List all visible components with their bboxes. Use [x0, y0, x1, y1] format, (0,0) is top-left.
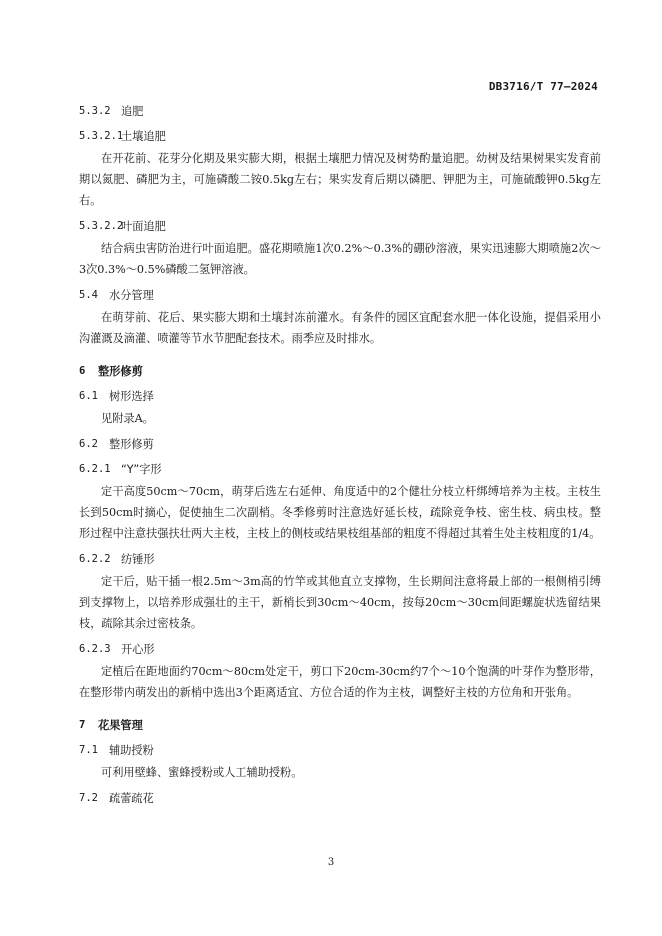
section-heading — [79, 549, 601, 569]
document-code: DB3716/T 77—2024 — [488, 80, 598, 93]
section-title: 水分管理 — [109, 289, 154, 302]
page-body — [79, 101, 601, 808]
chapter-heading — [79, 361, 601, 381]
section-heading — [79, 788, 601, 808]
paragraph: 在开花前、花芽分化期及果实膨大期，根据土壤肥力情况及树势酌量追肥。幼树及结果树果实发育前期以氮肥、磷肥为主，可施磷酸二铵0.5kg左右；果实发育后期以磷肥、钾肥为主，可施硫酸钾0.5kg左右。 — [79, 152, 601, 207]
section-title: 整形修剪 — [98, 365, 143, 378]
section-number: 6.2.3 — [79, 643, 111, 655]
section-number: 7.1 — [79, 744, 98, 756]
section-heading — [79, 639, 601, 659]
page-number: 3 — [327, 857, 335, 868]
section-title: 纺锤形 — [121, 553, 155, 566]
section-number: 6.2 — [79, 438, 98, 450]
paragraph: 定干高度50cm～70cm，萌芽后选左右延伸、角度适中的2个健壮分枝立杆绑缚培养为主枝。主枝生长到50cm时摘心，促使抽生二次副梢。冬季修剪时注意选好延长枝，疏除竞争枝、密生枝、病虫枝。整形过程中注意扶强扶壮两大主枝，主枝上的侧枝或结果枝组基部的粗度不得超过其着生处主枝粗度的1/4。 — [79, 485, 601, 540]
section-number: 6.1 — [79, 390, 98, 402]
section-title: 花果管理 — [98, 719, 143, 732]
section-heading — [79, 126, 601, 146]
section-number: 6.2.1 — [79, 463, 111, 475]
section-heading — [79, 459, 601, 479]
paragraph: 定植后在距地面约70cm～80cm处定干，剪口下20cm-30cm约7个～10个饱满的叶芽作为整形带，在整形带内萌发出的新梢中选出3个距离适宜、方位合适的作为主枝，调整好主枝的方位角和开张角。 — [79, 665, 601, 699]
section-heading — [79, 386, 601, 406]
paragraph: 结合病虫害防治进行叶面追肥。盛花期喷施1次0.2%～0.3%的硼砂溶液，果实迅速膨大期喷施2次～3次0.3%～0.5%磷酸二氢钾溶液。 — [79, 242, 601, 276]
section-heading — [79, 216, 601, 236]
section-number: 6.2.2 — [79, 553, 111, 565]
chapter-heading — [79, 715, 601, 735]
section-number: 7.2 — [79, 792, 98, 804]
section-number: 5.3.2 — [79, 105, 111, 117]
section-heading — [79, 740, 601, 760]
section-number: 6 — [79, 365, 86, 377]
section-title: “Y”字形 — [121, 463, 162, 476]
section-title: 追肥 — [121, 105, 144, 118]
section-number: 7 — [79, 719, 86, 731]
section-title: 辅助授粉 — [109, 744, 154, 757]
section-number: 5.3.2.2 — [79, 220, 124, 232]
section-title: 整形修剪 — [109, 438, 154, 451]
paragraph: 见附录A。 — [101, 412, 154, 425]
section-number: 5.4 — [79, 289, 98, 301]
section-heading — [79, 285, 601, 305]
section-title: 叶面追肥 — [121, 220, 166, 233]
paragraph: 可利用壁蜂、蜜蜂授粉或人工辅助授粉。 — [101, 766, 303, 779]
section-title: 土壤追肥 — [121, 130, 166, 143]
section-title: 树形选择 — [109, 390, 154, 403]
paragraph: 在萌芽前、花后、果实膨大期和土壤封冻前灌水。有条件的园区宜配套水肥一体化设施，提倡采用小沟灌溉及滴灌、喷灌等节水节肥配套技术。雨季应及时排水。 — [79, 311, 601, 345]
paragraph: 定干后，贴干插一根2.5m～3m高的竹竿或其他直立支撑物，生长期间注意将最上部的一根侧梢引缚到支撑物上，以培养形成强壮的主干，新梢长到30cm～40cm，按每20cm～30cm间距螺旋状选留结果枝，疏除其余过密枝条。 — [79, 575, 601, 630]
section-title: 疏蕾疏花 — [109, 792, 154, 805]
section-number: 5.3.2.1 — [79, 130, 124, 142]
section-title: 开心形 — [121, 643, 155, 656]
section-heading — [79, 434, 601, 454]
section-heading — [79, 101, 601, 121]
